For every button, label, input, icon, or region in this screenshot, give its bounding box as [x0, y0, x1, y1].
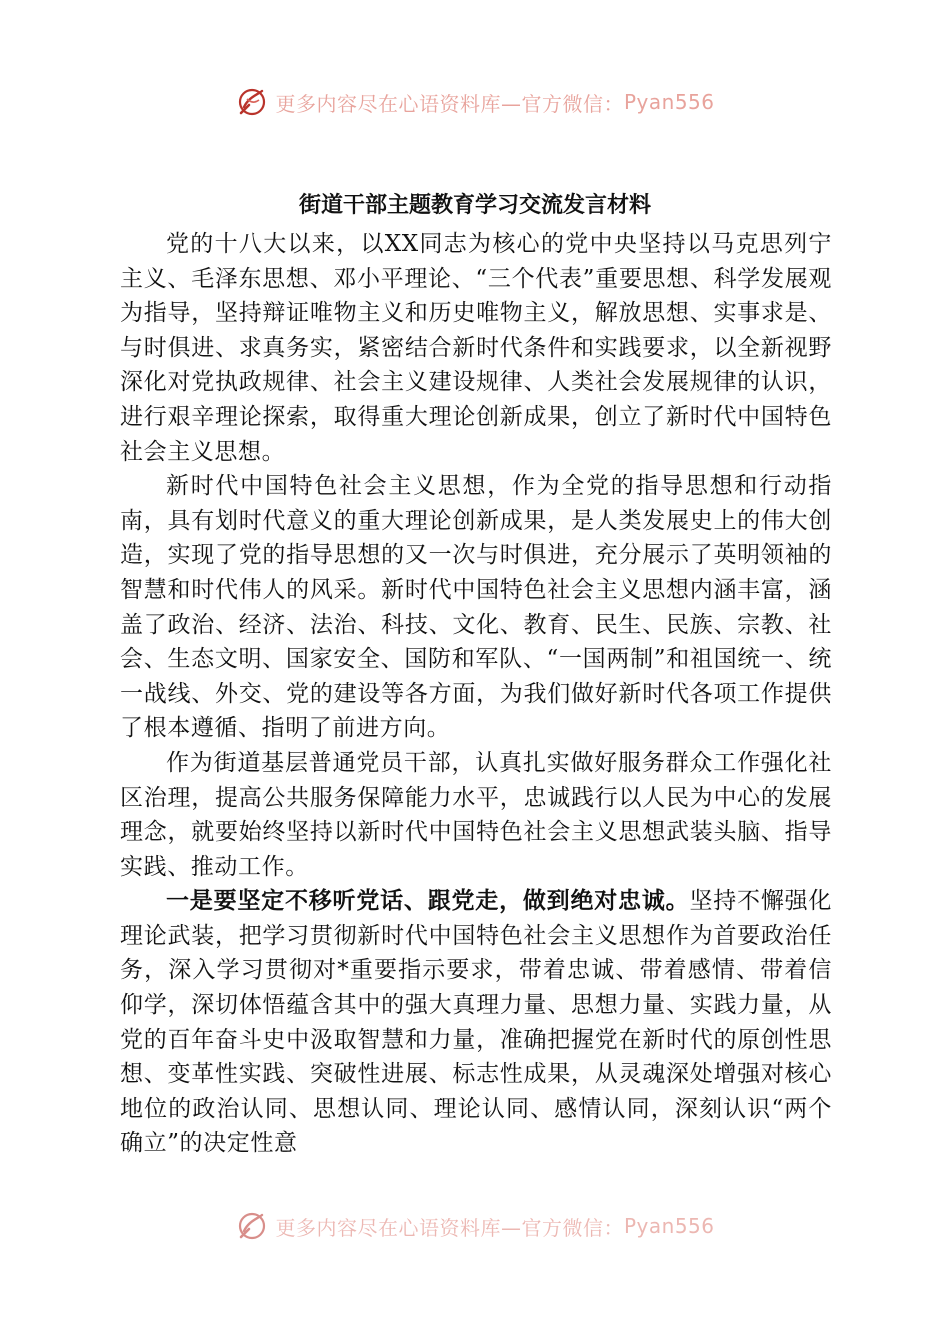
footer-watermark: [0, 1208, 950, 1244]
paragraph-2: [120, 469, 832, 746]
paragraph-text: 党的十八大以来，以XX同志为核心的党中央坚持以马克思列宁主义、毛泽东思想、邓小平理论、“三个代表”重要思想、科学发展观为指导，坚持辩证唯物主义和历史唯物主义，解放思想、实事求是、与时俱进、求真务实，紧密结合新时代条件和实践要求，以全新视野深化对党执政规律、社会主义建设规律、人类社会发展规律的认识，进行艰辛理论探索，取得重大理论创新成果，创立了新时代中国特色社会主义思想。: [120, 231, 832, 465]
pen-swirl-logo-icon: [235, 1209, 269, 1243]
paragraph-lead: 一是要坚定不移听党话、跟党走，做到绝对忠诚。: [166, 887, 690, 915]
paragraph-1: [120, 227, 832, 469]
paragraph-3: [120, 746, 832, 884]
header-watermark: [0, 84, 950, 120]
document-body: [120, 227, 832, 1161]
paragraph-4: [120, 884, 832, 1161]
watermark-wechat-id: Pyan556: [623, 1214, 715, 1238]
paragraph-text: 新时代中国特色社会主义思想，作为全党的指导思想和行动指南，具有划时代意义的重大理论创新成果，是人类发展史上的伟大创造，实现了党的指导思想的又一次与时俱进，充分展示了英明领袖的智慧和时代伟人的风采。新时代中国特色社会主义思想内涵丰富，涵盖了政治、经济、法治、科技、文化、教育、民生、民族、宗教、社会、生态文明、国家安全、国防和军队、“一国两制”和祖国统一、统一战线、外交、党的建设等各方面，为我们做好新时代各项工作提供了根本遵循、指明了前进方向。: [120, 473, 832, 742]
watermark-text: 更多内容尽在心语资料库—官方微信：: [275, 91, 624, 116]
document-title: 街道干部主题教育学习交流发言材料: [298, 192, 651, 218]
watermark-text: 更多内容尽在心语资料库—官方微信：: [275, 1215, 624, 1240]
paragraph-text: 坚持不懈强化理论武装，把学习贯彻新时代中国特色社会主义思想作为首要政治任务，深入学习贯彻对*重要指示要求，带着忠诚、带着感情、带着信仰学，深切体悟蕴含其中的强大真理力量、思想力量、实践力量，从党的百年奋斗史中汲取智慧和力量，准确把握党在新时代的原创性思想、变革性实践、突破性进展、标志性成果，从灵魂深处增强对核心地位的政治认同、思想认同、理论认同、感情认同，深刻认识“两个确立”的决定性意: [120, 888, 832, 1157]
pen-swirl-logo-icon: [235, 85, 269, 119]
watermark-wechat-id: Pyan556: [623, 90, 715, 114]
paragraph-text: 作为街道基层普通党员干部，认真扎实做好服务群众工作强化社区治理，提高公共服务保障能力水平，忠诚践行以人民为中心的发展理念，就要始终坚持以新时代中国特色社会主义思想武装头脑、指导实践、推动工作。: [120, 749, 832, 880]
